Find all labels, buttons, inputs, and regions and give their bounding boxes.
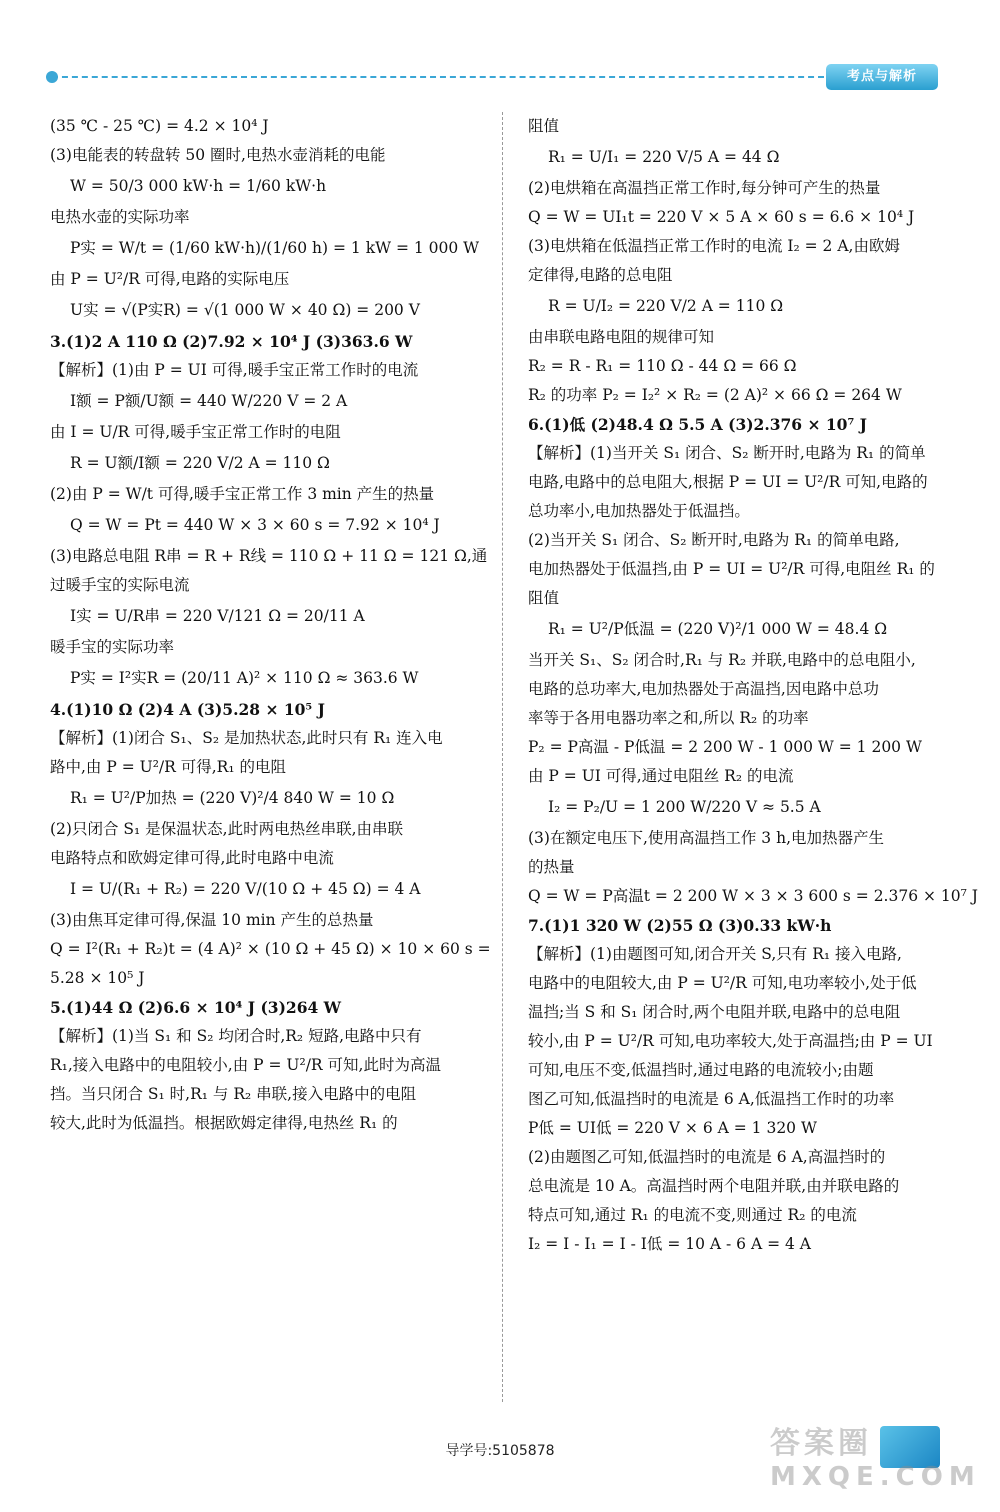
equation: I实 = U/R串 = 220 V/121 Ω = 20/11 A (70, 607, 365, 625)
text-line: (2)只闭合 S₁ 是保温状态,此时两电热丝串联,由串联 (50, 820, 403, 838)
right-column (528, 112, 978, 1259)
equation: R₂ 的功率 P₂ = I₂² × R₂ = (2 A)² × 66 Ω = 264 W (528, 386, 902, 404)
text-line: 由 P = UI 可得,通过电阻丝 R₂ 的电流 (528, 767, 794, 785)
text-line: (2)由 P = W/t 可得,暖手宝正常工作 3 min 产生的热量 (50, 485, 435, 503)
equation: I = U/(R₁ + R₂) = 220 V/(10 Ω + 45 Ω) = 4 A (70, 880, 421, 898)
text-line: 总电流是 10 A。高温挡时两个电阻并联,由并联电路的 (528, 1177, 900, 1195)
equation: I额 = P额/U额 = 440 W/220 V = 2 A (70, 392, 348, 410)
text-line: (3)电烘箱在低温挡正常工作时的电流 I₂ = 2 A,由欧姆 (528, 237, 900, 255)
equation: I₂ = I - I₁ = I - I低 = 10 A - 6 A = 4 A (528, 1235, 811, 1253)
text-line: 过暖手宝的实际电流 (50, 576, 190, 594)
text-line: 可知,电压不变,低温挡时,通过电路的电流较小;由题 (528, 1061, 874, 1079)
text-line: 的热量 (528, 858, 575, 876)
text-line: 总功率小,电加热器处于低温挡。 (528, 502, 750, 520)
equation: U实 = √(P实R) = √(1 000 W × 40 Ω) = 200 V (70, 301, 420, 319)
equation: R₁ = U²/P低温 = (220 V)²/1 000 W = 48.4 Ω (548, 620, 888, 638)
text-line: (3)在额定电压下,使用高温挡工作 3 h,电加热器产生 (528, 829, 885, 847)
text-line: (35 ℃ - 25 ℃) = 4.2 × 10⁴ J (50, 117, 269, 135)
analysis-line: 【解析】(1)由 P = UI 可得,暖手宝正常工作时的电流 (50, 361, 419, 379)
text-line: 较小,由 P = U²/R 可知,电功率较大,处于高温挡;由 P = UI (528, 1032, 933, 1050)
equation: R₁ = U/I₁ = 220 V/5 A = 44 Ω (548, 148, 780, 166)
text-line: 电路,电路中的总电阻大,根据 P = UI = U²/R 可知,电路的 (528, 473, 928, 491)
text-line: R₁,接入电路中的电阻较小,由 P = U²/R 可知,此时为高温 (50, 1056, 441, 1074)
text-line: (2)由题图乙可知,低温挡时的电流是 6 A,高温挡时的 (528, 1148, 886, 1166)
equation: Q = I²(R₁ + R₂)t = (4 A)² × (10 Ω + 45 Ω) × 10 × 60 s = (50, 940, 491, 958)
text-line: 由串联电路电阻的规律可知 (528, 328, 715, 346)
text-line: 当开关 S₁、S₂ 闭合时,R₁ 与 R₂ 并联,电路中的总电阻小, (528, 651, 916, 669)
text-line: 电热水壶的实际功率 (50, 208, 190, 226)
question-answer: 5.(1)44 Ω (2)6.6 × 10⁴ J (3)264 W (50, 998, 342, 1017)
equation: 5.28 × 10⁵ J (50, 969, 145, 987)
watermark-bottom: MXQE.COM (770, 1462, 981, 1492)
question-answer: 6.(1)低 (2)48.4 Ω 5.5 A (3)2.376 × 10⁷ J (528, 415, 867, 434)
equation: P实 = I²实R = (20/11 A)² × 110 Ω ≈ 363.6 W (70, 669, 419, 687)
text-line: (2)当开关 S₁ 闭合、S₂ 断开时,电路为 R₁ 的简单电路, (528, 531, 900, 549)
watermark-top: 答案圈 (770, 1426, 872, 1461)
text-line: 电路特点和欧姆定律可得,此时电路中电流 (50, 849, 334, 867)
analysis-line: 【解析】(1)由题图可知,闭合开关 S,只有 R₁ 接入电路, (528, 945, 902, 963)
header-rule (52, 76, 824, 78)
text-line: (3)电能表的转盘转 50 圈时,电热水壶消耗的电能 (50, 146, 386, 164)
question-answer: 3.(1)2 A 110 Ω (2)7.92 × 10⁴ J (3)363.6 W (50, 332, 413, 351)
equation: P实 = W/t = (1/60 kW·h)/(1/60 h) = 1 kW = 1 000 W (70, 239, 480, 257)
equation: R = U/I₂ = 220 V/2 A = 110 Ω (548, 297, 784, 315)
text-line: 由 I = U/R 可得,暖手宝正常工作时的电阻 (50, 423, 341, 441)
header-badge: 考点与解析 (826, 64, 938, 90)
equation: R = U额/I额 = 220 V/2 A = 110 Ω (70, 454, 330, 472)
watermark (770, 1418, 990, 1502)
equation: I₂ = P₂/U = 1 200 W/220 V ≈ 5.5 A (548, 798, 821, 816)
equation: R₂ = R - R₁ = 110 Ω - 44 Ω = 66 Ω (528, 357, 797, 375)
text-line: 路中,由 P = U²/R 可得,R₁ 的电阻 (50, 758, 286, 776)
text-line: 特点可知,通过 R₁ 的电流不变,则通过 R₂ 的电流 (528, 1206, 857, 1224)
text-line: (3)电路总电阻 R串 = R + R线 = 110 Ω + 11 Ω = 121 Ω,通 (50, 547, 488, 565)
text-line: 由 P = U²/R 可得,电路的实际电压 (50, 270, 290, 288)
text-line: 暖手宝的实际功率 (50, 638, 175, 656)
equation: P₂ = P高温 - P低温 = 2 200 W - 1 000 W = 1 200 W (528, 738, 922, 756)
text-line: 定律得,电路的总电阻 (528, 266, 673, 284)
equation: Q = W = Pt = 440 W × 3 × 60 s = 7.92 × 10⁴ J (70, 516, 440, 534)
text-line: 挡。当只闭合 S₁ 时,R₁ 与 R₂ 串联,接入电路中的电阻 (50, 1085, 417, 1103)
text-line: 阻值 (528, 589, 560, 607)
question-answer: 4.(1)10 Ω (2)4 A (3)5.28 × 10⁵ J (50, 700, 325, 719)
equation: W = 50/3 000 kW·h = 1/60 kW·h (70, 177, 327, 195)
question-answer: 7.(1)1 320 W (2)55 Ω (3)0.33 kW·h (528, 916, 832, 935)
analysis-line: 【解析】(1)当 S₁ 和 S₂ 均闭合时,R₂ 短路,电路中只有 (50, 1027, 422, 1045)
analysis-line: 【解析】(1)当开关 S₁ 闭合、S₂ 断开时,电路为 R₁ 的简单 (528, 444, 926, 462)
text-line: 较大,此时为低温挡。根据欧姆定律得,电热丝 R₁ 的 (50, 1114, 398, 1132)
text-line: 率等于各用电器功率之和,所以 R₂ 的功率 (528, 709, 809, 727)
text-line: 电路的总功率大,电加热器处于高温挡,因电路中总功 (528, 680, 879, 698)
text-line: 电路中的电阻较大,由 P = U²/R 可知,电功率较小,处于低 (528, 974, 917, 992)
text-line: (3)由焦耳定律可得,保温 10 min 产生的总热量 (50, 911, 374, 929)
equation: Q = W = UI₁t = 220 V × 5 A × 60 s = 6.6 × 10⁴ J (528, 208, 915, 226)
text-line: 温挡;当 S 和 S₁ 闭合时,两个电阻并联,电路中的总电阻 (528, 1003, 901, 1021)
equation: Q = W = P高温t = 2 200 W × 3 × 3 600 s = 2.376 × 10⁷ J (528, 887, 978, 905)
text-line: 阻值 (528, 117, 560, 135)
equation: R₁ = U²/P加热 = (220 V)²/4 840 W = 10 Ω (70, 789, 395, 807)
text-line: 电加热器处于低温挡,由 P = UI = U²/R 可得,电阻丝 R₁ 的 (528, 560, 935, 578)
left-column (50, 112, 490, 1138)
footer-code: 导学号:5105878 (445, 1443, 555, 1459)
text-line: 图乙可知,低温挡时的电流是 6 A,低温挡工作时的功率 (528, 1090, 895, 1108)
text-line: (2)电烘箱在高温挡正常工作时,每分钟可产生的热量 (528, 179, 881, 197)
analysis-line: 【解析】(1)闭合 S₁、S₂ 是加热状态,此时只有 R₁ 连入电 (50, 729, 443, 747)
column-divider (502, 112, 503, 1402)
equation: P低 = UI低 = 220 V × 6 A = 1 320 W (528, 1119, 817, 1137)
